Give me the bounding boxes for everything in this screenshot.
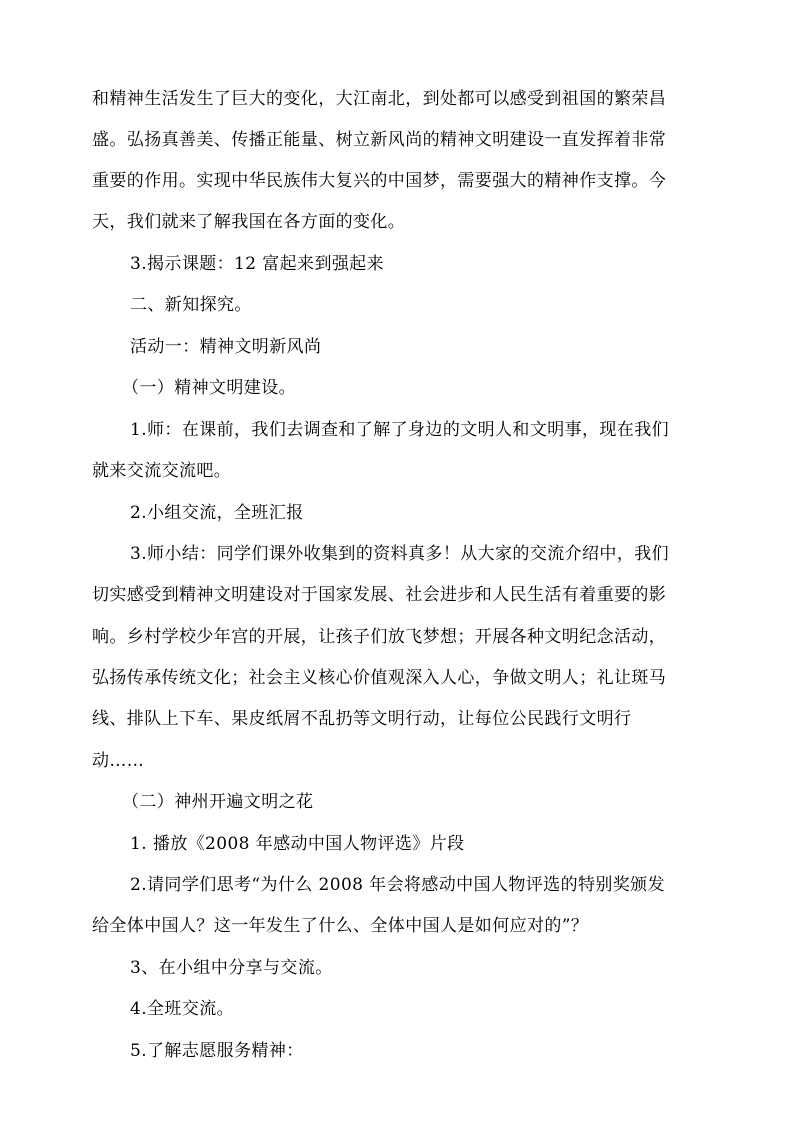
paragraph-line: 盛。弘扬真善美、传播正能量、树立新风尚的精神文明建设一直发挥着非常 — [92, 130, 667, 150]
paragraph-line: 弘扬传承传统文化；社会主义核心价值观深入人心，争做文明人；礼让斑马 — [92, 668, 667, 688]
subsection-heading: （一）精神文明建设。 — [122, 378, 296, 398]
paragraph-line: 和精神生活发生了巨大的变化，大江南北，到处都可以感受到祖国的繁荣昌 — [92, 89, 667, 109]
paragraph-line: 动…… — [92, 751, 145, 771]
paragraph-line: 1.师：在课前，我们去调查和了解了身边的文明人和文明事，现在我们 — [130, 420, 670, 440]
subsection-heading: （二）神州开遍文明之花 — [122, 792, 314, 812]
paragraph-line: 2.小组交流，全班汇报 — [130, 503, 304, 523]
paragraph-line: 给全体中国人？这一年发生了什么、全体中国人是如何应对的”？ — [92, 916, 589, 936]
paragraph-line: 1. 播放《2008 年感动中国人物评选》片段 — [130, 834, 465, 854]
paragraph-line: 线、排队上下车、果皮纸屑不乱扔等文明行动，让每位公民践行文明行 — [92, 709, 632, 729]
paragraph-line: 重要的作用。实现中华民族伟大复兴的中国梦，需要强大的精神作支撑。今 — [92, 171, 667, 191]
paragraph-line: 3、在小组中分享与交流。 — [130, 958, 333, 978]
paragraph-line: 天，我们就来了解我国在各方面的变化。 — [92, 212, 406, 232]
activity-heading: 活动一：精神文明新风尚 — [130, 337, 322, 357]
paragraph-line: 4.全班交流。 — [130, 999, 235, 1019]
paragraph-line: 3.师小结：同学们课外收集到的资料真多！从大家的交流介绍中，我们 — [130, 544, 670, 564]
section-heading: 二、新知探究。 — [130, 295, 252, 315]
paragraph-line: 切实感受到精神文明建设对于国家发展、社会进步和人民生活有着重要的影 — [92, 585, 667, 605]
paragraph-line: 5.了解志愿服务精神： — [130, 1041, 304, 1061]
paragraph-line: 就来交流交流吧。 — [92, 461, 232, 481]
paragraph-line: 2.请同学们思考“为什么 2008 年会将感动中国人物评选的特别奖颁发 — [130, 875, 665, 895]
paragraph-line: 响。乡村学校少年宫的开展，让孩子们放飞梦想；开展各种文明纪念活动， — [92, 627, 667, 647]
lesson-topic-line: 3.揭示课题：12 富起来到强起来 — [130, 254, 385, 274]
